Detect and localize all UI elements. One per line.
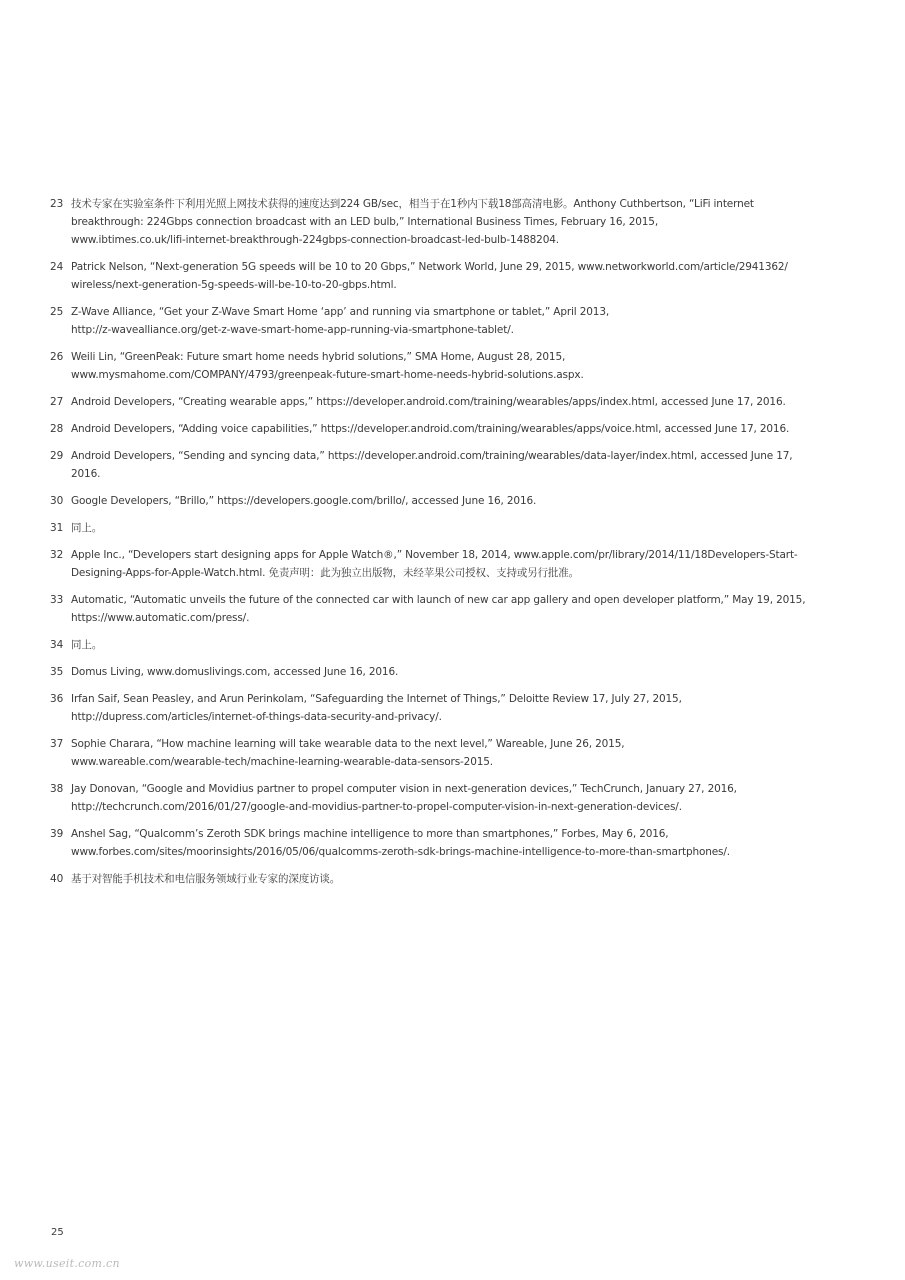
endnote-item xyxy=(50,780,850,816)
endnote-line: Jay Donovan, “Google and Movidius partner to propel computer vision in next-generation devices,” TechCrunch, January 27, 2016, xyxy=(71,783,737,795)
endnote-line: www.forbes.com/sites/moorinsights/2016/05/06/qualcomms-zeroth-sdk-brings-machine-intelligence-to-more-than-smartphones/. xyxy=(71,846,730,858)
endnote-text xyxy=(71,195,850,249)
endnote-line: Android Developers, “Creating wearable apps,” https://developer.android.com/training/wearables/apps/index.html, accessed June 17, 2016. xyxy=(71,396,786,408)
endnote-text xyxy=(71,348,850,384)
endnote-text xyxy=(71,663,850,681)
endnote-item xyxy=(50,519,850,537)
endnote-item xyxy=(50,546,850,582)
endnote-item xyxy=(50,690,850,726)
endnote-number: 25 xyxy=(50,306,64,318)
endnote-line: Patrick Nelson, “Next-generation 5G speeds will be 10 to 20 Gbps,” Network World, June 29, 2015, www.networkworld.com/article/2941362/ xyxy=(71,261,788,273)
endnote-line: Irfan Saif, Sean Peasley, and Arun Perinkolam, “Safeguarding the Internet of Things,” Deloitte Review 17, July 27, 2015, xyxy=(71,693,682,705)
endnote-text xyxy=(71,825,850,861)
endnote-line: Z-Wave Alliance, “Get your Z-Wave Smart Home ‘app’ and running via smartphone or tablet,” April 2013, xyxy=(71,306,610,318)
endnote-line: www.wareable.com/wearable-tech/machine-learning-wearable-data-sensors-2015. xyxy=(71,756,493,768)
endnote-text xyxy=(71,636,850,654)
endnote-item xyxy=(50,258,850,294)
endnote-number: 34 xyxy=(50,639,64,651)
endnote-number: 32 xyxy=(50,549,64,561)
endnote-number: 26 xyxy=(50,351,64,363)
endnote-text xyxy=(71,447,850,483)
endnote-item xyxy=(50,591,850,627)
endnote-line: wireless/next-generation-5g-speeds-will-be-10-to-20-gbps.html. xyxy=(71,279,397,291)
endnote-line: breakthrough: 224Gbps connection broadcast with an LED bulb,” International Business Times, February 16, 2015, xyxy=(71,216,659,228)
endnote-number: 31 xyxy=(50,522,64,534)
endnote-item xyxy=(50,447,850,483)
endnote-text xyxy=(71,258,850,294)
endnote-line: 同上。 xyxy=(71,522,103,534)
endnote-number: 23 xyxy=(50,198,64,210)
endnote-line: Weili Lin, “GreenPeak: Future smart home needs hybrid solutions,” SMA Home, August 28, 2015, xyxy=(71,351,566,363)
endnote-line: 同上。 xyxy=(71,639,103,651)
endnote-line: 基于对智能手机技术和电信服务领域行业专家的深度访谈。 xyxy=(71,873,341,885)
endnote-number: 24 xyxy=(50,261,64,273)
endnote-item xyxy=(50,663,850,681)
endnote-text xyxy=(71,735,850,771)
endnote-line: Anshel Sag, “Qualcomm’s Zeroth SDK brings machine intelligence to more than smartphones,” Forbes, May 6, 2016, xyxy=(71,828,669,840)
endnote-item xyxy=(50,735,850,771)
endnote-item xyxy=(50,420,850,438)
endnote-line: 技术专家在实验室条件下利用光照上网技术获得的速度达到224 GB/sec，相当于在1秒内下载18部高清电影。Anthony Cuthbertson, “LiFi internet xyxy=(71,198,754,210)
endnote-line: http://dupress.com/articles/internet-of-things-data-security-and-privacy/. xyxy=(71,711,442,723)
endnote-number: 30 xyxy=(50,495,64,507)
endnote-number: 35 xyxy=(50,666,64,678)
watermark: www.useit.com.cn xyxy=(14,1257,120,1270)
endnote-item xyxy=(50,348,850,384)
endnote-number: 27 xyxy=(50,396,64,408)
endnote-text xyxy=(71,780,850,816)
endnote-line: Android Developers, “Adding voice capabilities,” https://developer.android.com/training/wearables/apps/voice.html, accessed June 17, 2016. xyxy=(71,423,790,435)
endnote-line: http://techcrunch.com/2016/01/27/google-and-movidius-partner-to-propel-computer-vision-in-next-generation-devices/. xyxy=(71,801,682,813)
endnote-line: www.mysmahome.com/COMPANY/4793/greenpeak-future-smart-home-needs-hybrid-solutions.aspx. xyxy=(71,369,584,381)
endnote-line: Android Developers, “Sending and syncing data,” https://developer.android.com/training/wearables/data-layer/index.html, accessed June 17, xyxy=(71,450,793,462)
endnote-line: Sophie Charara, “How machine learning will take wearable data to the next level,” Wareable, June 26, 2015, xyxy=(71,738,625,750)
endnote-item xyxy=(50,870,850,888)
endnote-line: Automatic, “Automatic unveils the future of the connected car with launch of new car app gallery and open developer platform,” May 19, 2015, xyxy=(71,594,806,606)
endnote-item xyxy=(50,303,850,339)
endnote-item xyxy=(50,825,850,861)
endnote-text xyxy=(71,591,850,627)
endnote-number: 38 xyxy=(50,783,64,795)
endnote-item xyxy=(50,492,850,510)
endnote-line: Google Developers, “Brillo,” https://developers.google.com/brillo/, accessed June 16, 2016. xyxy=(71,495,537,507)
endnote-number: 39 xyxy=(50,828,64,840)
endnote-line: Designing-Apps-for-Apple-Watch.html. 免责声明：此为独立出版物，未经苹果公司授权、支持或另行批准。 xyxy=(71,567,579,579)
endnote-item xyxy=(50,393,850,411)
endnote-line: https://www.automatic.com/press/. xyxy=(71,612,250,624)
endnotes-list xyxy=(50,195,850,897)
endnote-line: Apple Inc., “Developers start designing apps for Apple Watch®,” November 18, 2014, www.apple.com/pr/library/2014/11/18Developers-Start- xyxy=(71,549,798,561)
endnote-text xyxy=(71,690,850,726)
endnote-number: 33 xyxy=(50,594,64,606)
endnote-text xyxy=(71,303,850,339)
page-number: 25 xyxy=(51,1227,64,1238)
endnote-item xyxy=(50,195,850,249)
endnote-text xyxy=(71,492,850,510)
endnote-text xyxy=(71,546,850,582)
endnote-number: 40 xyxy=(50,873,64,885)
endnote-number: 37 xyxy=(50,738,64,750)
endnote-line: 2016. xyxy=(71,468,101,480)
endnote-number: 28 xyxy=(50,423,64,435)
endnote-number: 36 xyxy=(50,693,64,705)
endnote-item xyxy=(50,636,850,654)
endnote-text xyxy=(71,870,850,888)
endnote-text xyxy=(71,420,850,438)
endnote-number: 29 xyxy=(50,450,64,462)
endnote-line: Domus Living, www.domuslivings.com, accessed June 16, 2016. xyxy=(71,666,399,678)
endnote-line: http://z-wavealliance.org/get-z-wave-smart-home-app-running-via-smartphone-tablet/. xyxy=(71,324,514,336)
endnote-text xyxy=(71,519,850,537)
endnote-text xyxy=(71,393,850,411)
endnote-line: www.ibtimes.co.uk/lifi-internet-breakthrough-224gbps-connection-broadcast-led-bulb-1488204. xyxy=(71,234,559,246)
